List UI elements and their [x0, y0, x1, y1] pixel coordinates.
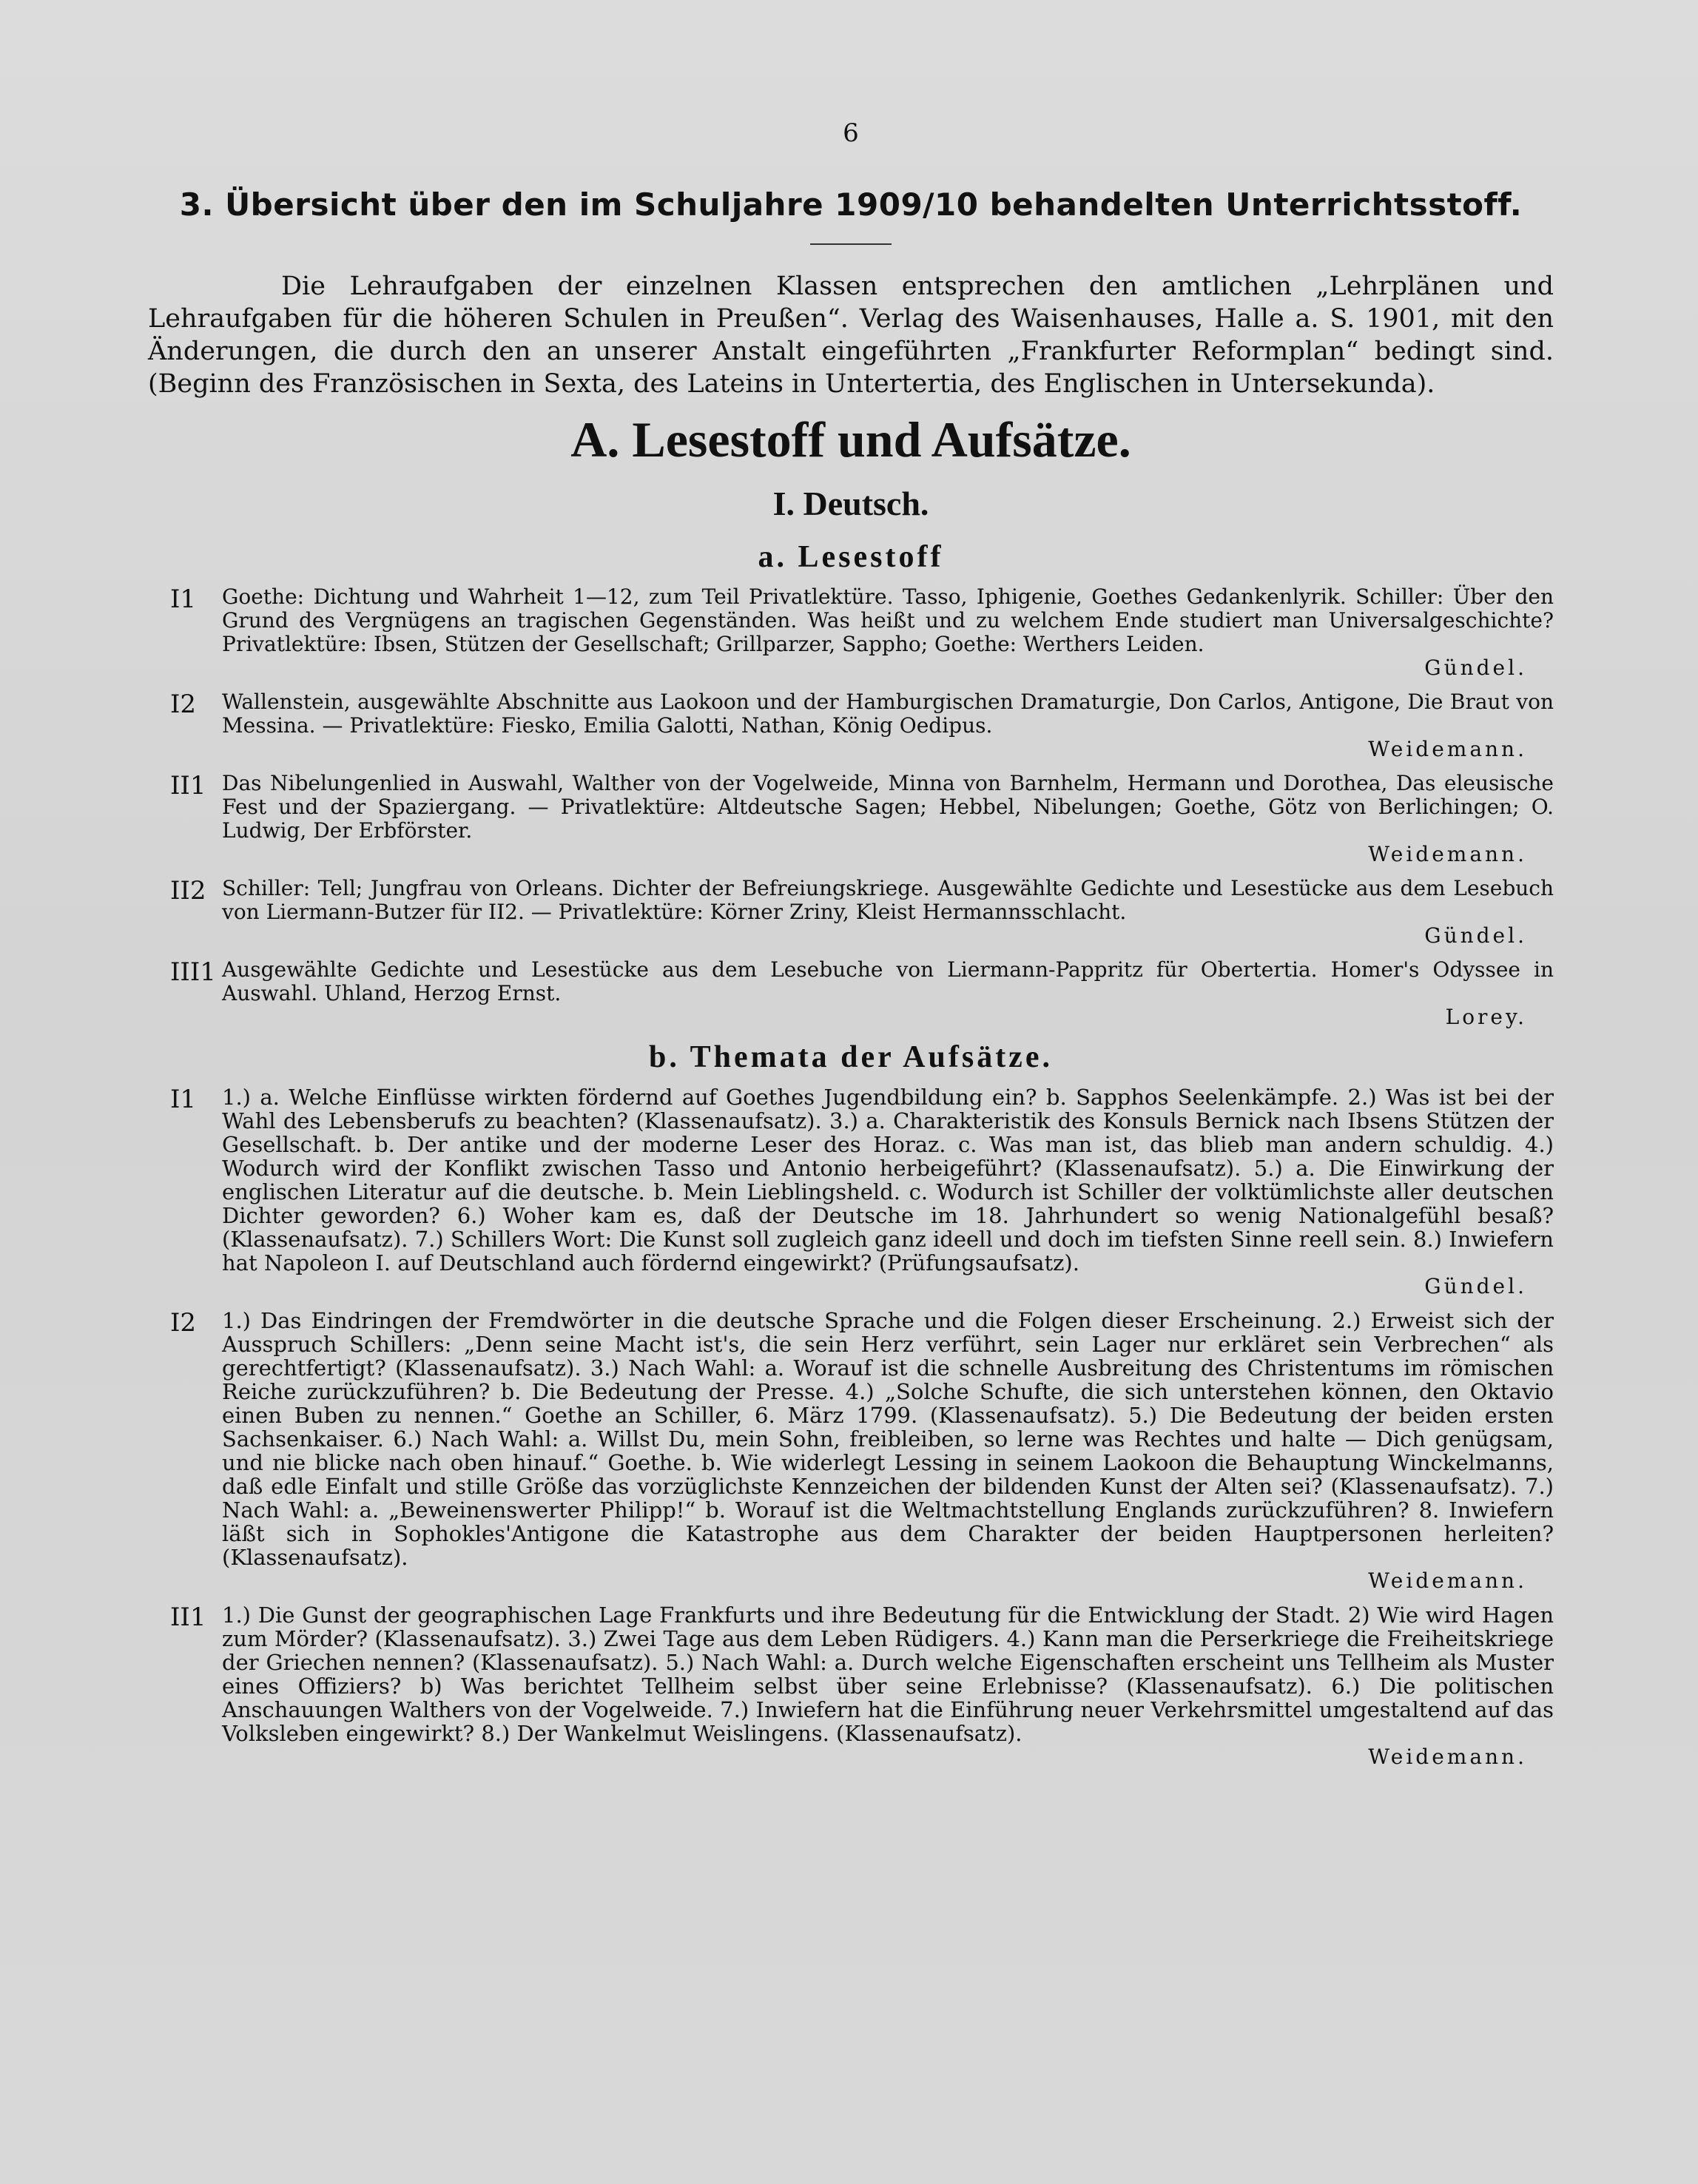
class-label: I2 [170, 1308, 197, 1338]
section-title: A. Lesestoff und Aufsätze. [570, 411, 1131, 468]
entry-text: Wallenstein, ausgewählte Abschnitte aus Laokoon und der Hamburgischen Dramaturgie, Don Carlos, Antigone, Die Braut von Messina. — Privatlektüre: Fiesko, Emilia Galotti, Nathan, König Oedipus. [222, 690, 1554, 738]
entry-text: 1.) Das Eindringen der Fremdwörter in die deutsche Sprache und die Folgen dieser Erscheinung. 2.) Erweist sich der Ausspruch Schillers: „Denn seine Macht ist's, die sein Herz verführt, sein Lager nur erkläret sein Verbrechen“ als gerechtfertigt? (Klassenaufsatz). 3.) Nach Wahl: a. Worauf ist die schnelle Ausbreitung des Christentums im römischen Reiche zurückzuführen? b. Die Bedeutung der Presse. 4.) „Solche Schufte, die sich unterstehen können, den Oktavio einen Buben zu nennen.“ Goethe an Schiller, 6. März 1799. (Klassenaufsatz). 5.) Die Bedeutung der beiden ersten Sachsenkaiser. 6.) Nach Wahl: a. Willst Du, mein Sohn, freibleiben, so lerne was Rechtes und halte — Dich genügsam, und nie blicke nach oben hinauf.“ Goethe. b. Wie widerlegt Lessing in seinem Laokoon die Behauptung Winckelmanns, daß edle Einfalt und stille Größe das vorzüglichste Kennzeichen der bildenden Kunst der Alten sei? (Klassenaufsatz). 7.) Nach Wahl: a. „Beweinenswerter Philipp!“ b. Worauf ist die Weltmachtstellung Englands zurückzuführen? 8. Inwiefern läßt sich in Sophokles'Antigone die Katastrophe aus dem Charakter der beiden Hauptpersonen herleiten? (Klassenaufsatz). [222, 1308, 1554, 1570]
aufsaetze-list [148, 1085, 1554, 1769]
aufsaetze-heading: b. Themata der Aufsätze. [649, 1040, 1053, 1074]
page-content [148, 118, 1554, 1779]
teacher-name: Gündel. [1424, 923, 1527, 948]
entry-text: Goethe: Dichtung und Wahrheit 1—12, zum Teil Privatlektüre. Tasso, Iphigenie, Goethes Gedankenlyrik. Schiller: Über den Grund des Vergnügens an tragischen Gegenständen. Was heißt und zu welchem Ende studiert man Universalgeschichte? Privatlektüre: Ibsen, Stützen der Gesellschaft; Grillparzer, Sappho; Goethe: Werthers Leiden. [222, 584, 1554, 656]
lesestoff-entry [148, 585, 1554, 680]
lesestoff-list [148, 585, 1554, 1029]
teacher-name: Lorey. [1445, 1005, 1527, 1029]
lesestoff-entry [148, 772, 1554, 866]
teacher-name: Weidemann. [1368, 1745, 1527, 1769]
aufsatz-entry [148, 1603, 1554, 1769]
class-label: II2 [170, 876, 206, 906]
entry-text: Ausgewählte Gedichte und Lesestücke aus dem Lesebuche von Liermann-Pappritz für Obertertia. Homer's Odyssee in Auswahl. Uhland, Herzog Ernst. [222, 957, 1554, 1005]
teacher-name: Gündel. [1424, 655, 1527, 680]
class-label: I1 [170, 584, 197, 614]
class-label: II1 [170, 771, 206, 801]
aufsatz-entry [148, 1309, 1554, 1593]
aufsatz-entry [148, 1085, 1554, 1298]
lesestoff-entry [148, 958, 1554, 1029]
title-divider [810, 243, 892, 245]
teacher-name: Weidemann. [1368, 1568, 1527, 1593]
class-label: III1 [170, 957, 216, 987]
class-label: II1 [170, 1602, 206, 1632]
entry-text: 1.) a. Welche Einflüsse wirkten fördernd auf Goethes Jugendbildung ein? b. Sapphos Seelenkämpfe. 2.) Was ist bei der Wahl des Lebensberufs zu beachten? (Klassenaufsatz). 3.) a. Charakteristik des Konsuls Bernick nach Ibsens Stützen der Gesellschaft. b. Der antike und der moderne Leser des Horaz. c. Was man ist, das blieb man andern schuldig. 4.) Wodurch wird der Konflikt zwischen Tasso und Antonio herbeigeführt? (Klassenaufsatz). 5.) a. Die Einwirkung der englischen Literatur auf die deutsche. b. Mein Lieblingsheld. c. Wodurch ist Schiller der volktümlichste aller deutschen Dichter geworden? 6.) Woher kam es, daß der Deutsche im 18. Jahrhundert so wenig Nationalgefühl besaß? (Klassenaufsatz). 7.) Schillers Wort: Die Kunst soll zugleich ganz ideell und doch im tiefsten Sinne reell sein. 8.) Inwiefern hat Napoleon I. auf Deutschland auch fördernd eingewirkt? (Prüfungsaufsatz). [222, 1085, 1554, 1275]
teacher-name: Weidemann. [1368, 737, 1527, 761]
lesestoff-entry [148, 877, 1554, 948]
lesestoff-entry [148, 690, 1554, 761]
class-label: I2 [170, 690, 197, 719]
teacher-name: Gündel. [1424, 1274, 1527, 1298]
lesestoff-heading: a. Lesestoff [758, 540, 944, 574]
page-title: 3. Übersicht über den im Schuljahre 1909/10 behandelten Unterrichtsstoff. [179, 186, 1523, 223]
class-label: I1 [170, 1085, 197, 1114]
entry-text: 1.) Die Gunst der geographischen Lage Frankfurts und ihre Bedeutung für die Entwicklung der Stadt. 2) Wie wird Hagen zum Mörder? (Klassenaufsatz). 3.) Zwei Tage aus dem Leben Rüdigers. 4.) Kann man die Perserkriege die Freiheitskriege der Griechen nennen? (Klassenaufsatz). 5.) Nach Wahl: a. Durch welche Eigenschaften erscheint uns Tellheim als Muster eines Offiziers? b) Was berichtet Tellheim selbst über seine Erlebnisse? (Klassenaufsatz). 6.) Die politischen Anschauungen Walthers von der Vogelweide. 7.) Inwiefern hat die Einführung neuer Verkehrsmittel umgestaltend auf das Volksleben eingewirkt? 8.) Der Wankelmut Weislingens. (Klassenaufsatz). [222, 1602, 1554, 1746]
subject-title: I. Deutsch. [772, 485, 929, 522]
entry-text: Das Nibelungenlied in Auswahl, Walther von der Vogelweide, Minna von Barnhelm, Hermann und Dorothea, Das eleusische Fest und der Spaziergang. — Privatlektüre: Altdeutsche Sagen; Hebbel, Nibelungen; Goethe, Götz von Berlichingen; O. Ludwig, Der Erbförster. [222, 771, 1554, 843]
teacher-name: Weidemann. [1368, 842, 1527, 866]
entry-text: Schiller: Tell; Jungfrau von Orleans. Dichter der Befreiungskriege. Ausgewählte Gedichte und Lesestücke aus dem Lesebuch von Liermann-Butzer für II2. — Privatlektüre: Körner Zriny, Kleist Hermannsschlacht. [222, 876, 1554, 924]
intro-paragraph: Die Lehraufgaben der einzelnen Klassen entsprechen den amtlichen „Lehrplänen und Lehraufgaben für die höheren Schulen in Preußen“. Verlag des Waisenhauses, Halle a. S. 1901, mit den Änderungen, die durch den an unserer Anstalt eingeführten „Frankfurter Reformplan“ bedingt sind. (Beginn des Französischen in Sexta, des Lateins in Untertertia, des Englischen in Untersekunda). [148, 272, 1554, 399]
page-number: 6 [843, 118, 859, 148]
